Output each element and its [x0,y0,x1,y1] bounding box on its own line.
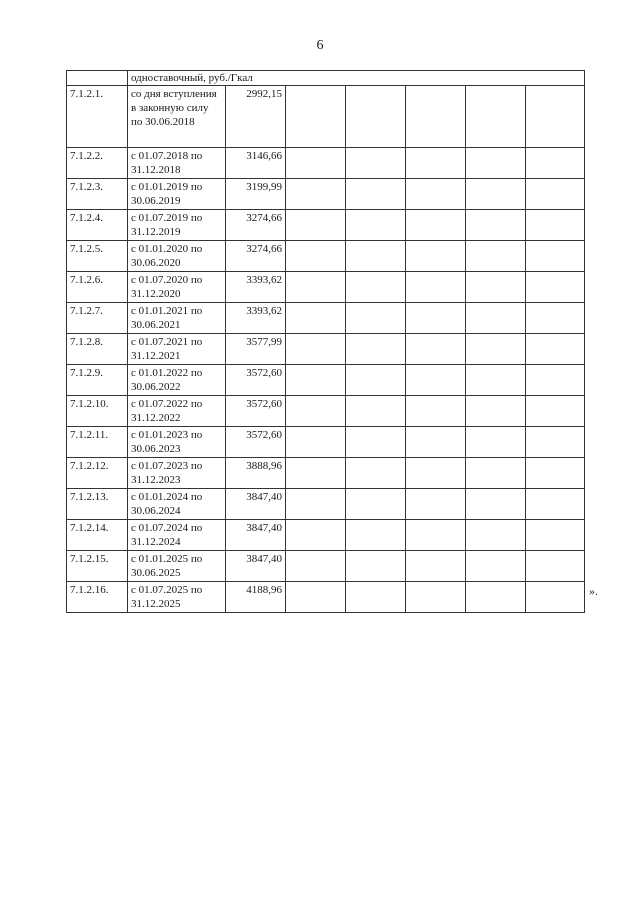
tariff-value-cell: 3847,40 [226,520,286,551]
table-row [67,551,585,582]
table-row [67,489,585,520]
empty-cell [346,396,406,427]
page-number: 6 [316,38,324,53]
empty-cell [466,582,526,613]
empty-cell [406,458,466,489]
empty-cell [346,86,406,148]
empty-cell [346,551,406,582]
empty-cell [286,86,346,148]
empty-cell [346,489,406,520]
empty-cell [526,210,585,241]
empty-cell [346,458,406,489]
tariff-value-cell: 2992,15 [226,86,286,148]
empty-cell [406,241,466,272]
empty-cell [466,551,526,582]
period-cell: с 01.01.2019 по 30.06.2019 [128,179,226,210]
tariff-value-cell: 3572,60 [226,396,286,427]
empty-cell [286,520,346,551]
period-cell: с 01.01.2023 по 30.06.2023 [128,427,226,458]
tariff-value-cell: 3577,99 [226,334,286,365]
table-row [67,427,585,458]
empty-cell [286,427,346,458]
empty-cell [346,520,406,551]
row-number-cell: 7.1.2.1. [67,86,128,148]
table-row [67,86,585,148]
table-row [67,210,585,241]
row-number-cell: 7.1.2.3. [67,179,128,210]
empty-cell [466,427,526,458]
table-header-row [67,71,585,86]
empty-cell [526,520,585,551]
period-cell: с 01.07.2020 по 31.12.2020 [128,272,226,303]
empty-cell [466,86,526,148]
table-row [67,458,585,489]
empty-cell [286,334,346,365]
empty-cell [346,582,406,613]
period-cell: с 01.07.2021 по 31.12.2021 [128,334,226,365]
empty-cell [346,334,406,365]
table-row [67,272,585,303]
table-row [67,303,585,334]
empty-cell [406,396,466,427]
empty-cell [466,303,526,334]
row-number-cell: 7.1.2.2. [67,148,128,179]
tariff-value-cell: 3888,96 [226,458,286,489]
tariff-value-cell: 3572,60 [226,365,286,396]
row-number-cell: 7.1.2.8. [67,334,128,365]
row-number-cell: 7.1.2.6. [67,272,128,303]
empty-cell [466,179,526,210]
row-number-cell: 7.1.2.11. [67,427,128,458]
tariff-value-cell: 3847,40 [226,551,286,582]
row-number-cell: 7.1.2.13. [67,489,128,520]
empty-cell [526,551,585,582]
empty-cell [406,582,466,613]
empty-cell [466,365,526,396]
tariff-value-cell: 4188,96 [226,582,286,613]
empty-cell [406,86,466,148]
row-number-cell: 7.1.2.14. [67,520,128,551]
tariff-value-cell: 3274,66 [226,241,286,272]
period-cell: с 01.07.2024 по 31.12.2024 [128,520,226,551]
empty-cell [466,272,526,303]
tariff-value-cell: 3146,66 [226,148,286,179]
period-cell: с 01.07.2022 по 31.12.2022 [128,396,226,427]
empty-cell [406,520,466,551]
empty-cell [406,427,466,458]
period-cell: с 01.01.2024 по 30.06.2024 [128,489,226,520]
empty-cell [286,365,346,396]
row-number-cell: 7.1.2.15. [67,551,128,582]
empty-cell [286,272,346,303]
empty-cell [286,210,346,241]
row-number-cell: 7.1.2.5. [67,241,128,272]
empty-cell [526,334,585,365]
row-number-cell: 7.1.2.9. [67,365,128,396]
empty-cell [346,272,406,303]
row-number-cell: 7.1.2.12. [67,458,128,489]
empty-cell [286,489,346,520]
empty-cell [526,582,585,613]
tariff-value-cell: 3274,66 [226,210,286,241]
empty-cell [526,179,585,210]
period-cell: с 01.01.2022 по 30.06.2022 [128,365,226,396]
tariff-value-cell: 3572,60 [226,427,286,458]
header-text-cell: одноставочный, руб./Гкал [128,71,585,86]
empty-cell [526,365,585,396]
empty-cell [466,210,526,241]
tariff-value-cell: 3847,40 [226,489,286,520]
empty-cell [346,241,406,272]
empty-cell [526,86,585,148]
period-cell: с 01.01.2025 по 30.06.2025 [128,551,226,582]
table-row [67,582,585,613]
tariff-value-cell: 3393,62 [226,272,286,303]
empty-cell [286,148,346,179]
table-row [67,179,585,210]
empty-cell [466,148,526,179]
period-cell: с 01.01.2021 по 30.06.2021 [128,303,226,334]
empty-cell [466,334,526,365]
empty-cell [406,365,466,396]
empty-cell [466,396,526,427]
empty-cell [406,210,466,241]
header-empty-cell [67,71,128,86]
table-row [67,365,585,396]
row-number-cell: 7.1.2.10. [67,396,128,427]
empty-cell [526,489,585,520]
tariff-value-cell: 3393,62 [226,303,286,334]
empty-cell [526,241,585,272]
closing-quote: ». [589,584,598,598]
empty-cell [406,489,466,520]
table-body [67,71,585,613]
tariff-table [66,70,585,613]
empty-cell [346,365,406,396]
empty-cell [526,272,585,303]
table-row [67,241,585,272]
period-cell: с 01.01.2020 по 30.06.2020 [128,241,226,272]
empty-cell [346,210,406,241]
row-number-cell: 7.1.2.7. [67,303,128,334]
empty-cell [526,458,585,489]
tariff-value-cell: 3199,99 [226,179,286,210]
table-row [67,148,585,179]
empty-cell [346,427,406,458]
empty-cell [406,303,466,334]
table-row [67,334,585,365]
period-cell: с 01.07.2018 по 31.12.2018 [128,148,226,179]
empty-cell [406,179,466,210]
empty-cell [286,396,346,427]
empty-cell [346,148,406,179]
period-cell: со дня вступления в законную силу по 30.06.2018 [128,86,226,148]
empty-cell [286,551,346,582]
empty-cell [526,303,585,334]
period-cell: с 01.07.2025 по 31.12.2025 [128,582,226,613]
period-cell: с 01.07.2023 по 31.12.2023 [128,458,226,489]
empty-cell [346,303,406,334]
row-number-cell: 7.1.2.4. [67,210,128,241]
empty-cell [346,179,406,210]
empty-cell [466,489,526,520]
table-row [67,396,585,427]
empty-cell [466,241,526,272]
empty-cell [286,303,346,334]
empty-cell [406,334,466,365]
empty-cell [286,458,346,489]
empty-cell [286,582,346,613]
table-row [67,520,585,551]
empty-cell [526,427,585,458]
empty-cell [286,179,346,210]
empty-cell [406,551,466,582]
empty-cell [526,396,585,427]
empty-cell [466,458,526,489]
empty-cell [526,148,585,179]
row-number-cell: 7.1.2.16. [67,582,128,613]
empty-cell [466,520,526,551]
empty-cell [406,272,466,303]
period-cell: с 01.07.2019 по 31.12.2019 [128,210,226,241]
empty-cell [406,148,466,179]
empty-cell [286,241,346,272]
